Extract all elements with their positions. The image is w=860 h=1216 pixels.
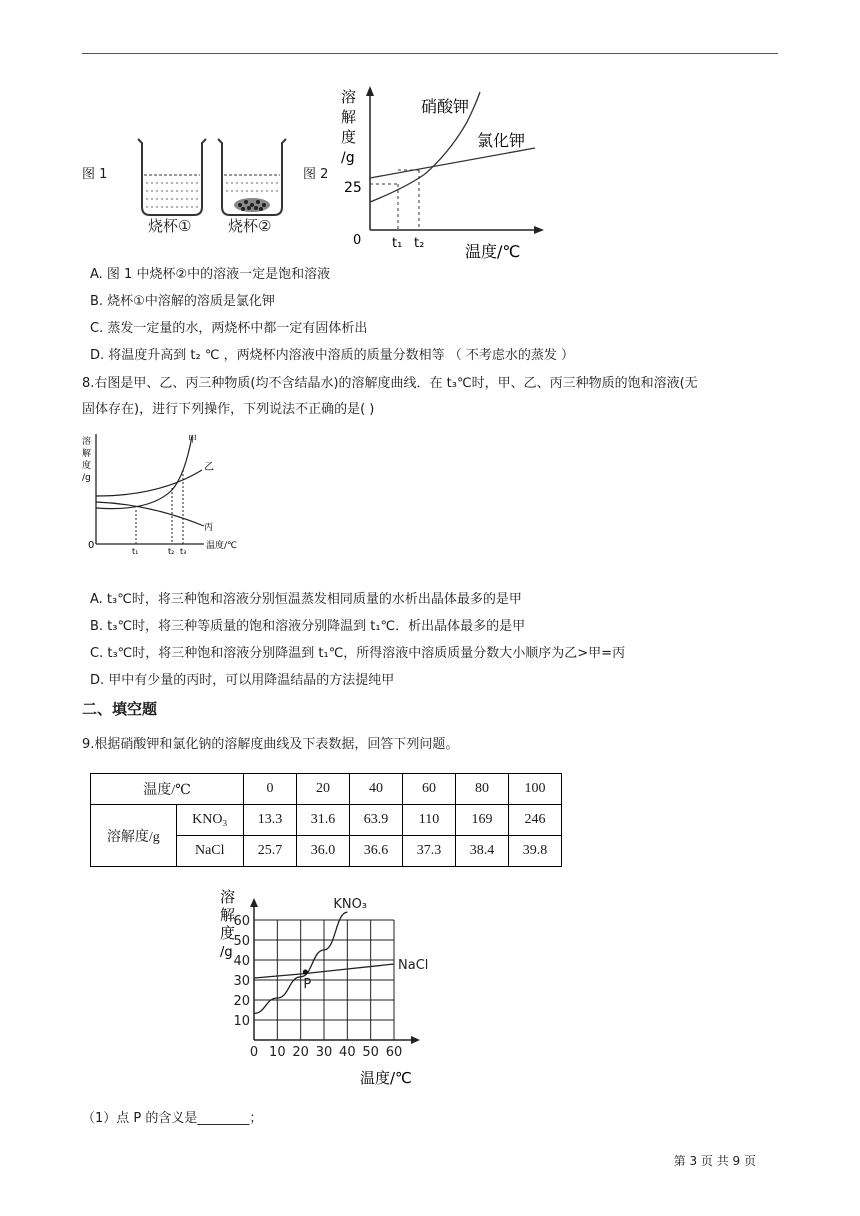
table-cell: 60 — [403, 774, 456, 805]
figure2-label: 图 2 — [303, 167, 329, 182]
q9-stem: 9.根据硝酸钾和氯化钠的溶解度曲线及下表数据，回答下列问题。 — [82, 737, 459, 752]
q8-t3: t₃ — [180, 547, 187, 556]
x-axis-label: 温度/℃ — [465, 242, 521, 261]
table-cell: 246 — [509, 805, 562, 836]
x-tick-label: 60 — [385, 1045, 403, 1060]
q8-y-char-3: 度 — [82, 461, 92, 471]
q9-y-char-3: 度 — [220, 924, 236, 942]
beaker-1 — [138, 139, 206, 215]
kcl-label: 氯化钾 — [477, 131, 526, 150]
table-cell: 40 — [350, 774, 403, 805]
page-footer: 第 3 页 共 9 页 — [673, 1154, 756, 1168]
jia-curve — [96, 436, 192, 509]
table-cell: 80 — [456, 774, 509, 805]
origin-label: 0 — [353, 233, 362, 248]
table-cell: 13.3 — [244, 805, 297, 836]
beaker-2-label: 烧杯② — [228, 217, 272, 235]
table-cell: 36.6 — [350, 836, 403, 867]
yi-curve — [96, 470, 202, 496]
header-rule — [82, 53, 778, 54]
kno3-label: 硝酸钾 — [421, 97, 470, 116]
q9-y-axis-arrow — [250, 898, 258, 907]
q8-x-label: 温度/℃ — [206, 541, 238, 551]
table-cell: 37.3 — [403, 836, 456, 867]
q7-option-c: C. 蒸发一定量的水，两烧杯中都一定有固体析出 — [90, 321, 368, 336]
table-cell: 36.0 — [297, 836, 350, 867]
x-tick-label: 10 — [269, 1045, 286, 1060]
q8-stem-line2: 固体存在)，进行下列操作，下列说法不正确的是( ) — [82, 402, 375, 417]
table-row — [91, 774, 562, 805]
figure2-chart — [335, 80, 550, 265]
kno3-row-label: KNO₃ — [176, 805, 243, 836]
x-tick-label: 0 — [249, 1045, 259, 1060]
table-cell: 25.7 — [244, 836, 297, 867]
table-cell: 63.9 — [350, 805, 403, 836]
y-axis-char-1: 溶 — [341, 88, 357, 106]
q8-chart — [80, 430, 250, 560]
nacl-series-label: NaCl — [398, 958, 429, 973]
y-tick-25: 25 — [344, 180, 362, 196]
table-row — [91, 805, 562, 836]
nacl-row-label: NaCl — [176, 836, 243, 867]
q8-option-c: C. t₃℃时，将三种饱和溶液分别降温到 t₁℃，所得溶液中溶质质量分数大小顺序为乙>甲=丙 — [90, 646, 626, 661]
bing-curve — [96, 502, 204, 526]
label-jia: 甲 — [188, 435, 198, 445]
y-tick-label: 50 — [233, 934, 250, 949]
table-cell: 39.8 — [509, 836, 562, 867]
kcl-curve — [370, 148, 535, 178]
t1-label: t₁ — [392, 236, 403, 251]
q9-x-label: 温度/℃ — [360, 1069, 412, 1087]
q9-y-char-4: /g — [220, 945, 233, 960]
q9-sub1: （1）点 P 的含义是________； — [82, 1111, 263, 1126]
y-tick-label: 30 — [233, 974, 250, 989]
table-cell: 38.4 — [456, 836, 509, 867]
q7-option-b: B. 烧杯①中溶解的溶质是氯化钾 — [90, 294, 275, 309]
q9-y-char-2: 解 — [220, 906, 236, 924]
kno3-series-label: KNO₃ — [333, 897, 368, 913]
table-cell: 20 — [297, 774, 350, 805]
x-tick-label: 40 — [339, 1045, 356, 1060]
solubility-table — [90, 773, 562, 867]
q8-option-a: A. t₃℃时，将三种饱和溶液分别恒温蒸发相同质量的水析出晶体最多的是甲 — [90, 592, 522, 607]
table-cell: 100 — [509, 774, 562, 805]
y-axis-char-4: /g — [341, 150, 355, 166]
q8-t1: t₁ — [132, 547, 139, 556]
figure1-label: 图 1 — [82, 167, 108, 182]
x-tick-label: 30 — [315, 1045, 333, 1060]
y-axis-char-3: 度 — [341, 128, 357, 146]
section-2-title: 二、填空题 — [82, 700, 158, 718]
q9-x-axis-arrow — [411, 1036, 420, 1044]
label-yi: 乙 — [204, 462, 214, 473]
q8-t2: t₂ — [168, 547, 175, 556]
table-cell: 169 — [456, 805, 509, 836]
table-cell: 31.6 — [297, 805, 350, 836]
q7-option-d: D. 将温度升高到 t₂ ℃ ，两烧杯内溶液中溶质的质量分数相等 （ 不考虑水的蒸发 ） — [90, 348, 574, 363]
point-p — [303, 970, 308, 975]
solubility-header: 溶解度/g — [91, 805, 177, 867]
q8-option-b: B. t₃℃时，将三种等质量的饱和溶液分别降温到 t₁℃．析出晶体最多的是甲 — [90, 619, 526, 634]
q8-option-d: D. 甲中有少量的丙时，可以用降温结晶的方法提纯甲 — [90, 673, 395, 688]
beaker-2 — [218, 139, 286, 215]
q8-stem-line1: 8.右图是甲、乙、丙三种物质(均不含结晶水)的溶解度曲线．在 t₃℃时，甲、乙、丙三种物质的饱和溶液(无 — [82, 376, 698, 391]
y-axis-char-2: 解 — [341, 108, 357, 126]
x-tick-label: 50 — [362, 1045, 379, 1060]
q8-y-char-2: 解 — [82, 449, 92, 459]
temp-header: 温度/℃ — [91, 774, 244, 805]
beaker-1-label: 烧杯① — [148, 217, 192, 235]
x-tick-label: 20 — [292, 1045, 309, 1060]
point-p-label: P — [303, 977, 312, 992]
beakers-figure — [130, 135, 300, 235]
y-tick-label: 40 — [233, 954, 250, 969]
q9-solubility-chart — [210, 880, 450, 1090]
q8-y-char-4: /g — [82, 473, 91, 483]
y-tick-label: 60 — [233, 914, 250, 929]
table-cell: 0 — [244, 774, 297, 805]
t2-label: t₂ — [414, 236, 425, 251]
label-bing: 丙 — [204, 523, 214, 533]
q7-option-a: A. 图 1 中烧杯②中的溶液一定是饱和溶液 — [90, 267, 331, 282]
q8-origin: 0 — [88, 540, 95, 551]
q9-y-char-1: 溶 — [220, 888, 236, 906]
table-cell: 110 — [403, 805, 456, 836]
y-tick-label: 10 — [233, 1014, 250, 1029]
q8-y-char-1: 溶 — [82, 437, 92, 447]
y-tick-label: 20 — [233, 994, 250, 1009]
